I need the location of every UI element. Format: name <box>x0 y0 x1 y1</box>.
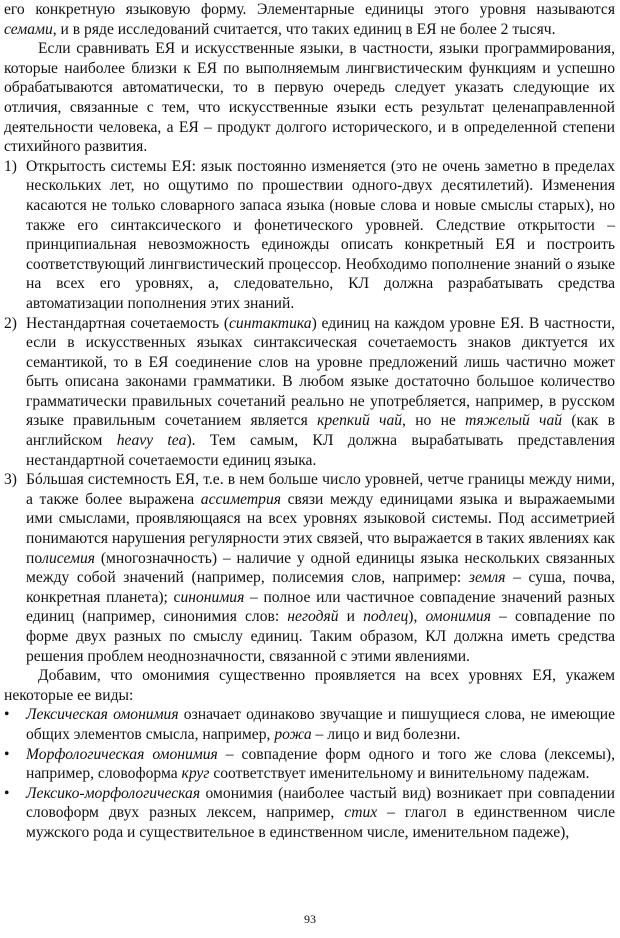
term-italic: лисемия <box>42 549 95 567</box>
example-italic: подлец <box>363 608 409 626</box>
numbered-item-2 <box>4 314 615 471</box>
item-marker: 3) <box>4 471 17 489</box>
term-italic: омонимия <box>425 608 491 626</box>
example-italic: стих <box>344 804 378 822</box>
term-italic: синтактика <box>229 314 312 332</box>
example-italic: земля <box>468 569 506 587</box>
term-italic: инонимия <box>180 588 245 606</box>
term-italic: Морфологическая омонимия <box>26 745 218 763</box>
numbered-item-3 <box>4 470 615 666</box>
bullet-item-lexico-morphological <box>4 784 615 843</box>
paragraph-comparison: Если сравнивать ЕЯ и искусственные языки, в частности, языки программирования, которые наиболее близки к ЕЯ по выполняемым лингвистическим функциям и успешно обрабатываются автоматически, то в первую очередь следует указать следующие их отличия, связанные с тем, что искусственные языки есть результат целенаправленной деятельности человека, а ЕЯ – продукт долгого исторического, и в определенной степени стихийного развития. <box>4 40 615 156</box>
bullet-icon: • <box>4 706 10 724</box>
text-run: – совпадение форм одного и того же слова (лексемы), например, словоформа <box>26 745 615 783</box>
text-run: ) единиц на каждом уровне ЕЯ. В частности, если в искусственных языках синтаксическая сочетаемость знаков диктуется их семантикой, то в ЕЯ соединение слов на уровне предложений лишь частично может быть описана законами грамматики. В любом языке достаточно большое количество грамматически правильных сочетаний реально не употребляется, например, в русском языке правильным сочетанием является <box>26 314 616 430</box>
text-run: – суша, почва, конкретная планета); с <box>26 569 615 606</box>
text-run: Нестандартная сочетаемость ( <box>26 314 230 332</box>
bullet-item-morphological <box>4 745 615 784</box>
bullet-icon: • <box>4 745 10 763</box>
text-run: – полное или частичное совпадение значений разных единиц (например, синонимия слов: <box>26 588 615 626</box>
example-italic: крепкий чай <box>317 412 403 430</box>
example-italic: тяжелый чай <box>465 412 563 430</box>
text-run: омонимия (наиболее частый вид) возникает при совпадении словоформ двух разных лексем, например, <box>26 784 615 822</box>
page-number: 93 <box>304 912 316 926</box>
term-italic: Лексико-морфологическая <box>26 784 201 802</box>
example-italic: круг <box>181 765 210 783</box>
bullet-icon: • <box>4 784 10 802</box>
item-marker: 2) <box>4 314 17 332</box>
numbered-item-1 <box>4 157 615 314</box>
example-italic: негодяй <box>287 608 339 626</box>
bullet-item-lexical <box>4 705 615 744</box>
text-run: ). Тем самым, КЛ должна вырабатывать представления нестандартной сочетаемости единиц языка. <box>26 432 615 469</box>
text-run: (многозначность) – наличие у одной единицы языка нескольких связанных между собой значений (например, полисемия слов, например: <box>26 549 615 587</box>
text-run: его конкретную языковую форму. Элементарные единицы этого уровня называются <box>4 1 615 18</box>
text-run: соответствует именительному и винительному падежам. <box>209 765 590 783</box>
text-run: – лицо и вид болезни. <box>311 725 461 743</box>
text-run: и <box>338 608 364 626</box>
page-body <box>4 0 615 843</box>
text-run: , но не <box>402 412 466 430</box>
text-run: (как в английском <box>26 412 615 450</box>
item-text: Открытость системы ЕЯ: язык постоянно изменяется (это не очень заметно в пределах нескольких лет, но ощутимо по прошествии одного-двух десятилетий). Изменения касаются не только словарного запаса языка (новые слова и новые смыслы старых), но также его синтаксического и фонетического уровней. Следствие открытости – принципиальная невозможность единожды описать конкретный ЕЯ и построить соответствующий лингвистический процессор. Необходимо пополнение знаний о языке на всех его уровнях, а, следовательно, КЛ должна разрабатывать средства автоматизации пополнения этих знаний. <box>26 157 615 312</box>
text-run: означает одинаково звучащие и пишущиеся слова, не имеющие общих элементов смысла, например, <box>26 706 615 743</box>
text-run: , и в ряде исследований считается, что таких единиц в ЕЯ не более 2 тысяч. <box>52 20 556 38</box>
paragraph-homonymy: Добавим, что омонимия существенно проявляется на всех уровнях ЕЯ, укажем некоторые ее виды: <box>4 667 615 704</box>
example-italic: heavy tea <box>116 432 187 450</box>
text-run: связи между единицами языка и выражаемыми ими смыслами, проявляющаяся на всех уровнях языковой системы. Под ассиметрией понимаются нарушения регулярности этих связей, что выражается в таких явлениях как по <box>26 490 615 567</box>
item-marker: 1) <box>4 157 17 175</box>
example-italic: рожа <box>274 725 312 743</box>
text-run: – глагол в единственном числе мужского рода и существительное в единственном числе, именительном падеже), <box>26 804 615 841</box>
text-run: ), <box>408 608 426 626</box>
term-italic: ассиметрия <box>200 490 282 508</box>
term-italic: семами <box>4 20 53 38</box>
paragraph-continuation <box>4 0 615 39</box>
text-run: Бóльшая системность ЕЯ, т.е. в нем больше число уровней, четче границы между ними, а также более выражена <box>26 471 615 508</box>
text-run: – совпадение по форме двух разных по смыслу единиц. Таким образом, КЛ должна иметь средства решения проблем неоднозначности, связанной с этими явлениями. <box>26 608 615 665</box>
term-italic: Лексическая омонимия <box>26 706 179 724</box>
